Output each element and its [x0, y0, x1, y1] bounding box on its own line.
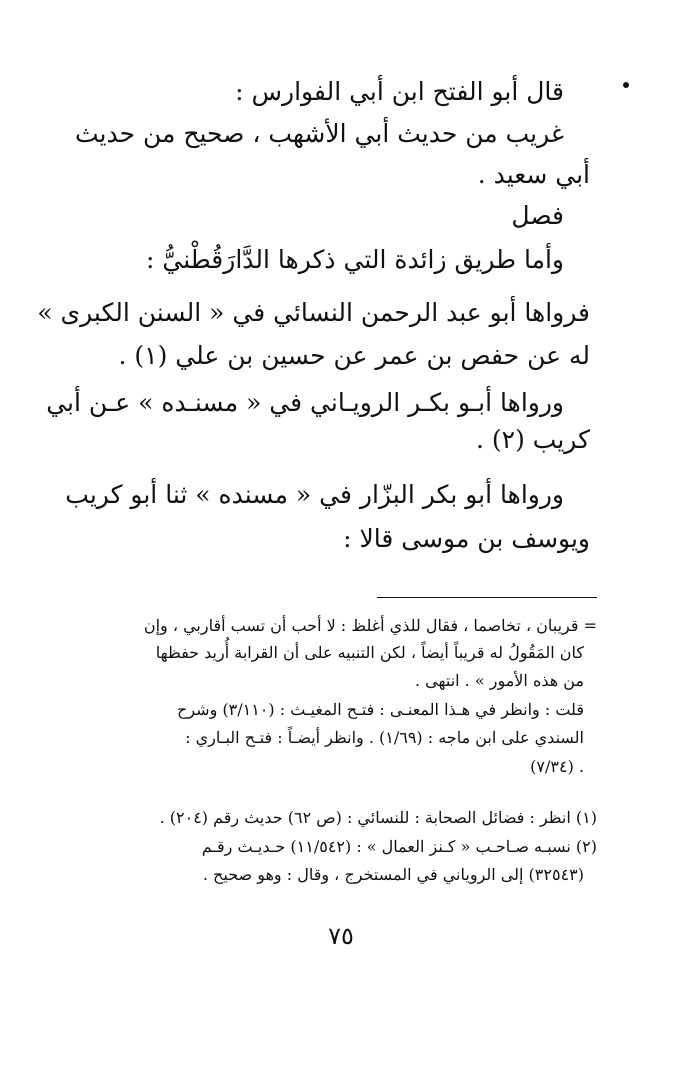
main-line-8: ورواها أبـو بكـر الرويـاني في « مسنـده » عـن أبي [46, 388, 564, 417]
footnote-continuation-4: قلت : وانظر في هـذا المعنـى : فتـح المغيـث : (٣/١١٠) وشرح [177, 700, 584, 719]
footnote-separator [377, 597, 597, 598]
footnote-continuation-1: = قريبان ، تخاصما ، فقال للذي أغلظ : لا أحب أن تسب أقاربي ، وإن [143, 616, 597, 635]
footnote-2-continued: (٣٢٥٤٣) إلى الروياني في المستخرج ، وقال : وهو صحيح . [202, 865, 584, 884]
footnote-2: (٢) نسبـه صـاحـب « كـنز العمال » : (١١/٥٤٢) حـديـث رقـم [201, 837, 597, 856]
main-line-11: ويوسف بن موسى قالا : [343, 524, 590, 553]
footnote-continuation-6: (٧/٣٤) . [530, 757, 584, 776]
main-line-7: له عن حفص بن عمر عن حسين بن علي (١) . [118, 341, 590, 370]
main-line-9: كريب (٢) . [476, 425, 590, 454]
footnote-1: (١) انظر : فضائل الصحابة : للنسائي : (ص ٦٢) حديث رقم (٢٠٤) . [159, 808, 597, 827]
main-line-2: غريب من حديث أبي الأشهب ، صحيح من حديث [74, 119, 564, 148]
section-heading: فصل [511, 201, 564, 230]
margin-dot [623, 82, 629, 88]
main-line-10: ورواها أبو بكر البزّار في « مسنده » ثنا أبو كريب [65, 480, 564, 509]
main-line-3: أبي سعيد . [477, 160, 590, 189]
footnote-continuation-2: كان المَقُولُ له قريباً أيضاً ، لكن التنبيه على أن القرابة أُريد حفظها [155, 643, 584, 662]
footnote-continuation-5: السندي على ابن ماجه : (١/٦٩) . وانظر أيضـاً : فتـح البـاري : [185, 728, 584, 747]
main-line-6: فرواها أبو عبد الرحمن النسائي في « السنن الكبرى » [37, 298, 590, 327]
footnote-continuation-3: من هذه الأمور » . انتهى . [414, 671, 584, 690]
main-line-1: قال أبو الفتح ابن أبي الفوارس : [235, 77, 564, 106]
page-number: ٧٥ [328, 922, 354, 950]
main-line-5: وأما طريق زائدة التي ذكرها الدَّارَقُطْنيُّ : [146, 245, 564, 274]
